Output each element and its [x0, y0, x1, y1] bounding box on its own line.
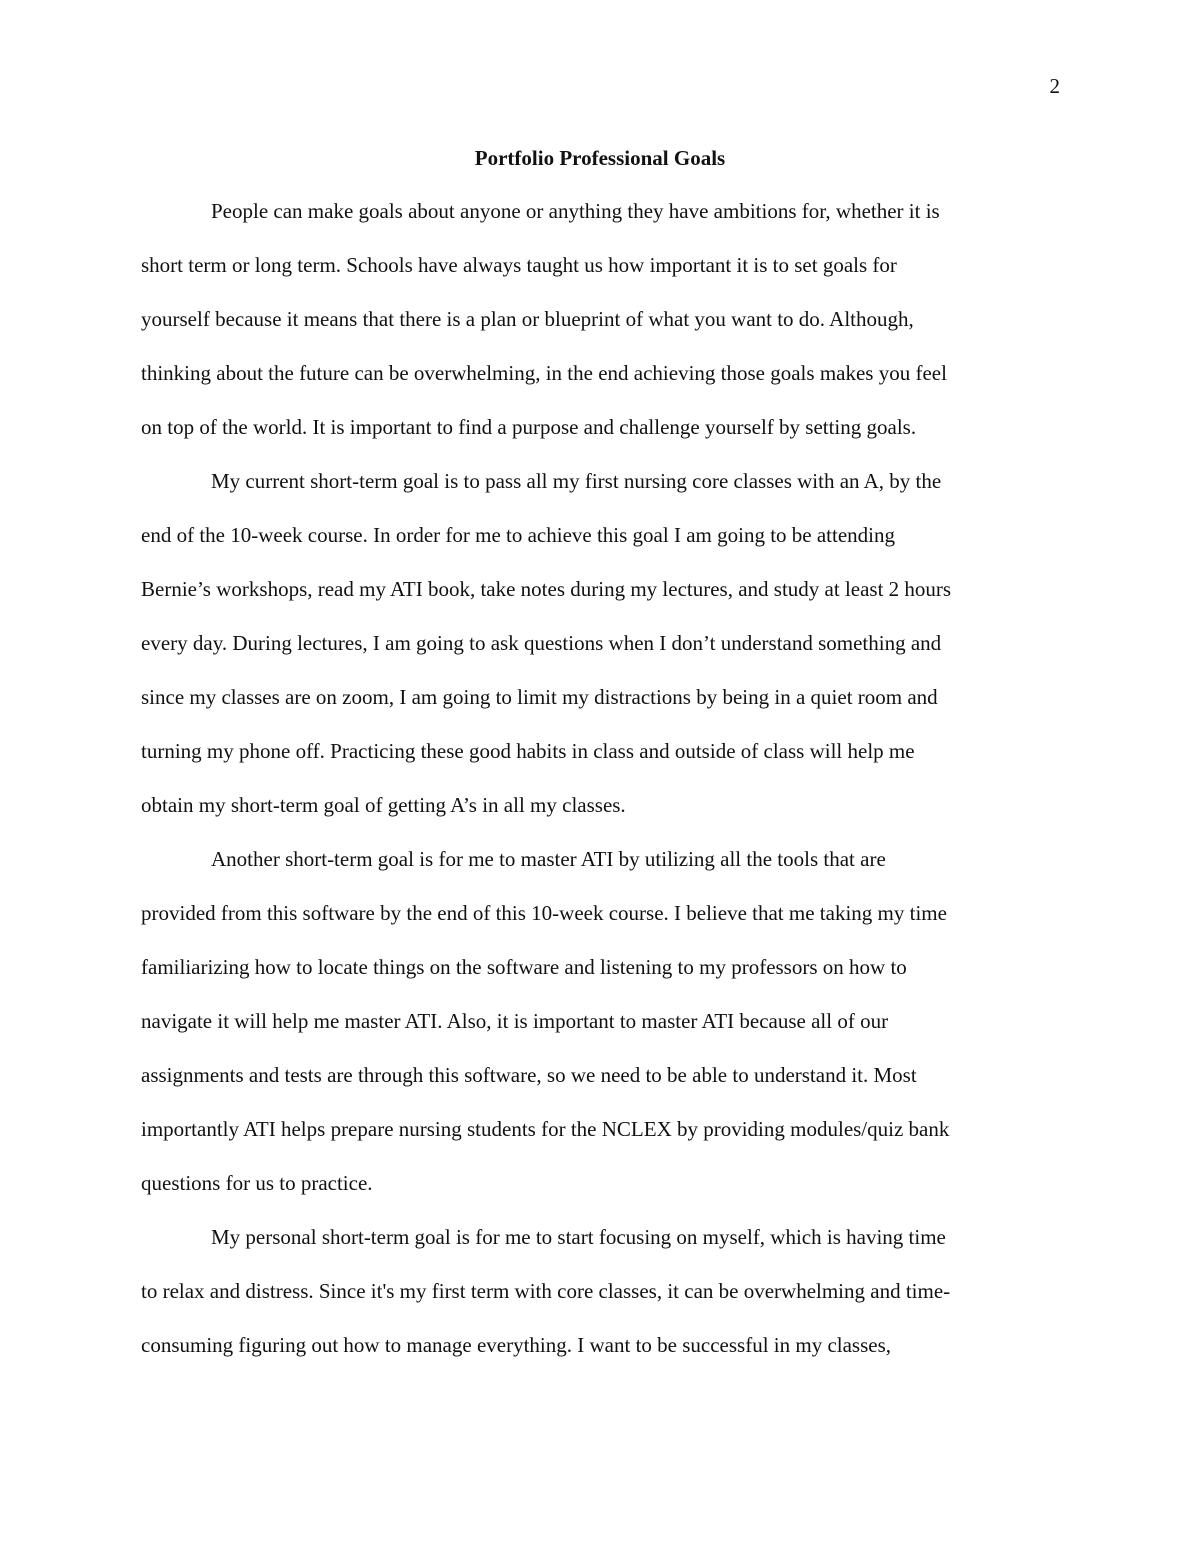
- paragraph-line: thinking about the future can be overwhelming, in the end achieving those goals makes you feel: [141, 361, 947, 385]
- paragraph-line: importantly ATI helps prepare nursing students for the NCLEX by providing modules/quiz bank: [141, 1117, 950, 1141]
- paragraph-line: navigate it will help me master ATI. Also, it is important to master ATI because all of our: [141, 1009, 889, 1033]
- paragraph-line: familiarizing how to locate things on the software and listening to my professors on how to: [141, 955, 907, 979]
- paragraph-line: short term or long term. Schools have always taught us how important it is to set goals for: [141, 253, 897, 277]
- page-number: 2: [1049, 74, 1060, 98]
- paragraph-line: obtain my short-term goal of getting A’s in all my classes.: [141, 793, 626, 817]
- paragraph-line: consuming figuring out how to manage everything. I want to be successful in my classes,: [141, 1333, 892, 1357]
- paragraph-line: turning my phone off. Practicing these good habits in class and outside of class will help me: [141, 739, 915, 763]
- paragraph-line: People can make goals about anyone or anything they have ambitions for, whether it is: [211, 199, 940, 223]
- paragraph-line: every day. During lectures, I am going to ask questions when I don’t understand something and: [141, 631, 942, 655]
- paragraph-line: provided from this software by the end of this 10-week course. I believe that me taking my time: [141, 901, 947, 925]
- paragraph-line: My personal short-term goal is for me to start focusing on myself, which is having time: [211, 1225, 946, 1249]
- paragraph-line: yourself because it means that there is a plan or blueprint of what you want to do. Although,: [141, 307, 914, 331]
- paragraph-line: Another short-term goal is for me to master ATI by utilizing all the tools that are: [211, 847, 886, 871]
- paragraph-line: My current short-term goal is to pass all my first nursing core classes with an A, by the: [211, 469, 942, 493]
- paragraph-line: assignments and tests are through this software, so we need to be able to understand it. Most: [141, 1063, 917, 1087]
- paragraph-line: Bernie’s workshops, read my ATI book, take notes during my lectures, and study at least 2 hours: [141, 577, 952, 601]
- paragraph-line: since my classes are on zoom, I am going to limit my distractions by being in a quiet room and: [141, 685, 938, 709]
- paragraph-line: questions for us to practice.: [141, 1171, 373, 1195]
- paragraph-line: end of the 10-week course. In order for me to achieve this goal I am going to be attending: [141, 523, 896, 547]
- paragraph-line: on top of the world. It is important to find a purpose and challenge yourself by setting goals.: [141, 415, 917, 439]
- paragraph-line: to relax and distress. Since it's my first term with core classes, it can be overwhelming and time-: [141, 1279, 951, 1303]
- document-title: Portfolio Professional Goals: [474, 146, 726, 170]
